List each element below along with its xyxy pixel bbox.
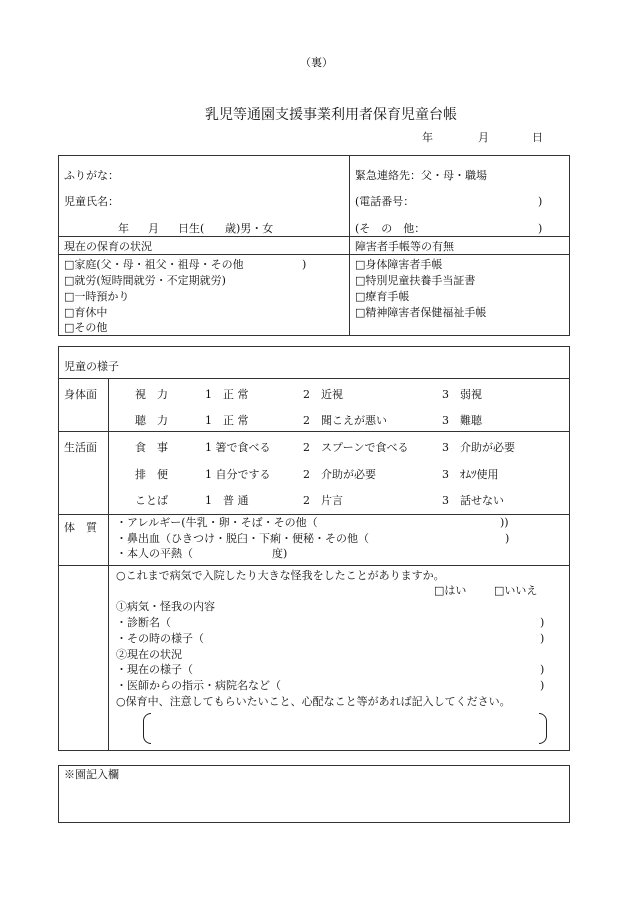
furigana-label: ふりがな： [64, 169, 119, 182]
allergy-close: )) [500, 516, 509, 529]
nursery-entry-title: ※園記入欄 [64, 768, 119, 781]
meal-item: 食 事 [135, 441, 168, 454]
phone-number-close: ) [538, 195, 543, 208]
body-life-divider [58, 431, 570, 432]
care-status-title-divider [58, 254, 570, 255]
vision-option-2: 2 近視 [303, 388, 343, 401]
toilet-item: 排 便 [135, 468, 168, 481]
notes-prompt: ○保育中、注意してもらいたいこと、心配なこと等があれば記入してください。 [116, 695, 511, 708]
situation-line: ・その時の様子（ [116, 632, 204, 645]
current-condition-line: ・現在の様子（ [116, 663, 193, 676]
care-item-temporary: □一時預かり [64, 290, 130, 303]
toilet-option-3: 3 ｵﾑﾂ使用 [442, 468, 499, 481]
toilet-option-1: 1 自分でする [205, 468, 271, 481]
birth-year-label: 年 [118, 222, 129, 235]
care-item-childcare-leave: □育休中 [64, 306, 108, 319]
body-label: 身体面 [64, 388, 97, 401]
toilet-option-2: 2 介助が必要 [303, 468, 376, 481]
date-year: 年 [422, 131, 433, 144]
diagnosis-line: ・診断名（ [116, 616, 171, 629]
normal-temperature-line: ・本人の平熱（ [116, 547, 193, 560]
condition-title-divider [58, 378, 570, 379]
constitution-label: 体 質 [64, 521, 97, 534]
notes-bracket-right [539, 713, 547, 744]
emergency-contact-label: 緊急連絡先：父・母・職場 [355, 169, 487, 182]
care-item-home-close: ) [302, 258, 307, 271]
hearing-option-2: 2 聞こえが悪い [303, 414, 387, 427]
date-month: 月 [478, 131, 489, 144]
vision-item: 視 力 [135, 388, 168, 401]
speech-option-3: 3 話せない [442, 494, 504, 507]
phone-number-label: (電話番号： [355, 195, 415, 208]
doctor-instructions-line: ・医師からの指示・病院名など（ [116, 679, 281, 692]
vision-option-1: 1 正 常 [205, 388, 249, 401]
child-name-label: 児童氏名： [64, 195, 119, 208]
disability-item-physical: □身体障害者手帳 [355, 258, 443, 271]
child-info-row-divider [58, 236, 570, 237]
disability-item-special-allowance: □特別児童扶養手当証書 [355, 274, 476, 287]
illness-injury-heading: ①病気・怪我の内容 [116, 600, 215, 613]
child-condition-title: 児童の様子 [64, 360, 119, 373]
birth-day-label: 日生( [178, 222, 205, 235]
disability-item-rehab: □療育手帳 [355, 290, 410, 303]
meal-option-3: 3 介助が必要 [442, 441, 515, 454]
meal-option-2: 2 スプーンで食べる [303, 441, 409, 454]
meal-option-1: 1 箸で食べる [205, 441, 271, 454]
disability-item-mental: □精神障害者保健福祉手帳 [355, 306, 487, 319]
other-contact-close: ) [538, 222, 543, 235]
speech-item: ことば [135, 494, 168, 507]
care-status-title: 現在の保育の状況 [64, 240, 152, 253]
nosebleed-line: ・鼻出血（ひきつけ・脱臼・下痢・便秘・その他（ [116, 532, 369, 545]
current-status-heading: ②現在の状況 [116, 648, 182, 661]
hospitalization-question: ○これまで病気で入院したり大きな怪我をしたことがありますか。 [116, 569, 445, 582]
notes-bracket-left [143, 713, 151, 744]
doctor-instructions-close: ) [540, 679, 545, 692]
speech-option-2: 2 片言 [303, 494, 343, 507]
birth-month-label: 月 [148, 222, 159, 235]
allergy-line: ・アレルギー(牛乳・卵・そば・その他（ [116, 516, 318, 529]
hearing-item: 聴 力 [135, 414, 168, 427]
back-side-label: （裏） [300, 56, 333, 69]
speech-option-1: 1 普 通 [205, 494, 249, 507]
answer-yes-checkbox[interactable]: □はい [434, 584, 467, 597]
page-title: 乳児等通園支援事業利用者保育児童台帳 [205, 107, 457, 123]
life-label: 生活面 [64, 441, 97, 454]
other-contact-label: (そ の 他： [355, 222, 426, 235]
diagnosis-close: ) [540, 616, 545, 629]
hearing-option-1: 1 正 常 [205, 414, 249, 427]
care-item-work: □就労(短時間就労・不定期就労) [64, 274, 226, 287]
answer-no-checkbox[interactable]: □いいえ [494, 584, 538, 597]
situation-close: ) [540, 632, 545, 645]
hearing-option-3: 3 難聴 [442, 414, 482, 427]
nosebleed-close: ) [505, 532, 510, 545]
nursery-entry-section [58, 765, 570, 823]
child-info-divider [349, 155, 350, 336]
date-day: 日 [532, 131, 543, 144]
care-item-other: □その他 [64, 321, 108, 334]
normal-temperature-close: 度) [272, 547, 288, 560]
disability-title: 障害者手帳等の有無 [355, 240, 454, 253]
life-constitution-divider [58, 514, 570, 515]
constitution-history-divider [58, 565, 570, 566]
care-item-home: □家庭(父・母・祖父・祖母・その他 [64, 258, 244, 271]
current-condition-close: ) [540, 663, 545, 676]
birth-age-gender-label: 歳)男・女 [225, 222, 274, 235]
vision-option-3: 3 弱視 [442, 388, 482, 401]
